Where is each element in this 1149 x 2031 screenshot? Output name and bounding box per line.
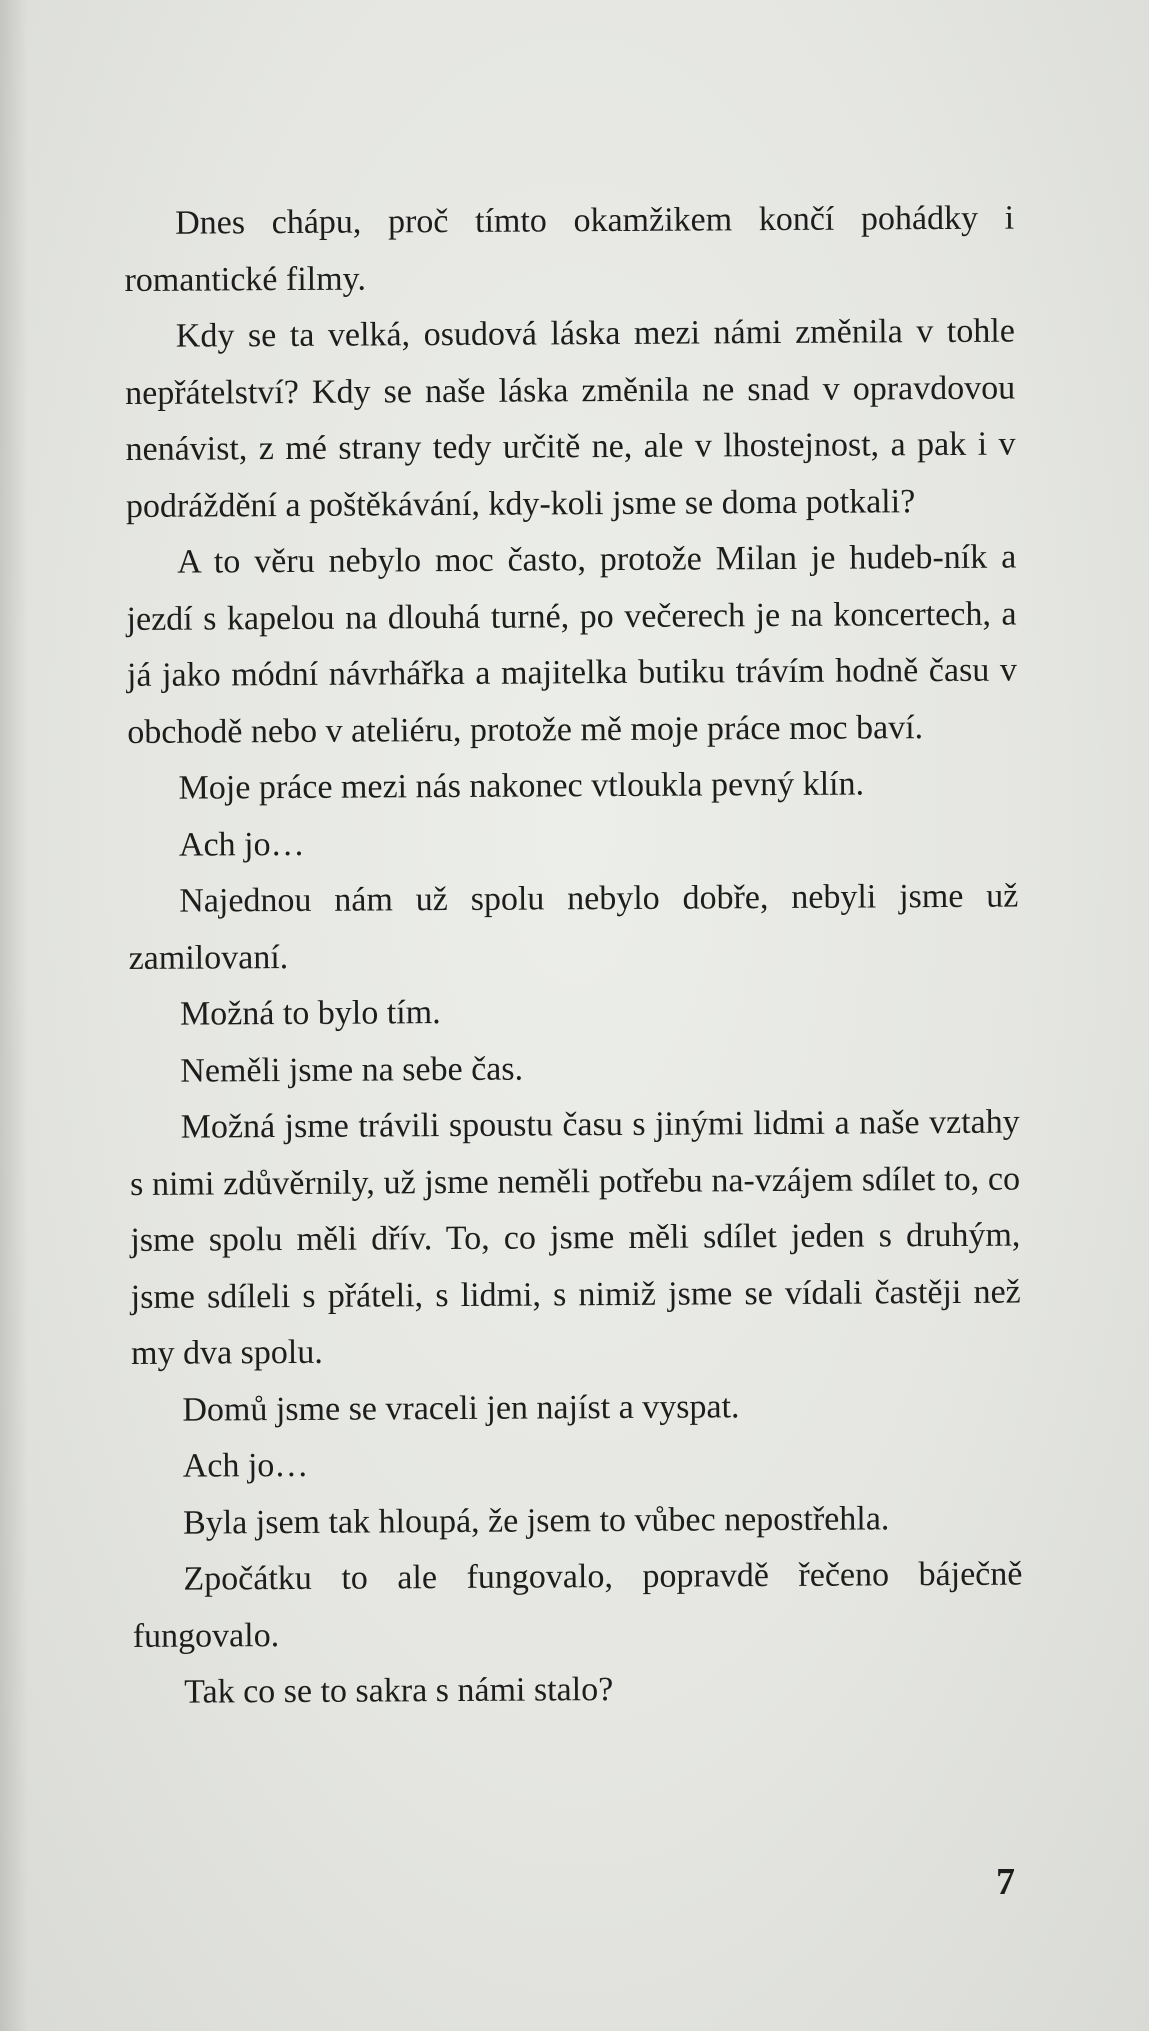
paragraph: Zpočátku to ale fungovalo, popravdě řečeno báječně fungovalo. — [132, 1555, 1023, 1655]
paragraph: Ach jo… — [182, 1446, 309, 1485]
paragraph: Kdy se ta velká, osudová láska mezi námi změnila v tohle nepřátelství? Kdy se naše láska změnila ne snad v opravdovou nenávist, z mé strany tedy určitě ne, ale v lhostejnost, a pak i v podráždění a poštěkávání, kdy-koli jsme se doma potkali? — [125, 312, 1016, 525]
paragraph: Možná jsme trávili spoustu času s jinými lidmi a naše vztahy s nimi zdůvěrnily, už jsme neměli potřebu na-vzájem sdílet to, co jsme spolu měli dřív. To, co jsme měli sdílet jeden s druhým, jsme sdíleli s přáteli, s lidmi, s nimiž jsme se vídali častěji než my dva spolu. — [129, 1103, 1021, 1372]
paragraph: Neměli jsme na sebe čas. — [180, 1050, 524, 1090]
gutter-shadow — [0, 0, 28, 2031]
paragraph: Možná to bylo tím. — [179, 994, 441, 1033]
paragraph: Tak co se to sakra s námi stalo? — [184, 1671, 614, 1711]
paragraph: Byla jsem tak hloupá, že jsem to vůbec nepostřehla. — [182, 1499, 890, 1542]
paragraph: Dnes chápu, proč tímto okamžikem končí pohádky i romantické filmy. — [124, 199, 1015, 299]
paragraph: Domů jsme se vraceli jen najíst a vyspat. — [182, 1387, 740, 1429]
body-text — [124, 191, 1023, 1722]
paragraph: A to věru nebylo moc často, protože Milan je hudeb-ník a jezdí s kapelou na dlouhá turné, po večerech je na koncertech, a já jako módní návrhářka a majitelka butiku trávím hodně času v obchodě nebo v ateliéru, protože mě moje práce moc baví. — [126, 538, 1018, 751]
paragraph: Ach jo… — [178, 825, 305, 864]
paragraph: Najednou nám už spolu nebylo dobře, nebyli jsme už zamilovaní. — [128, 877, 1019, 977]
page-number: 7 — [996, 1861, 1015, 1903]
paragraph: Moje práce mezi nás nakonec vtloukla pevný klín. — [178, 765, 865, 807]
